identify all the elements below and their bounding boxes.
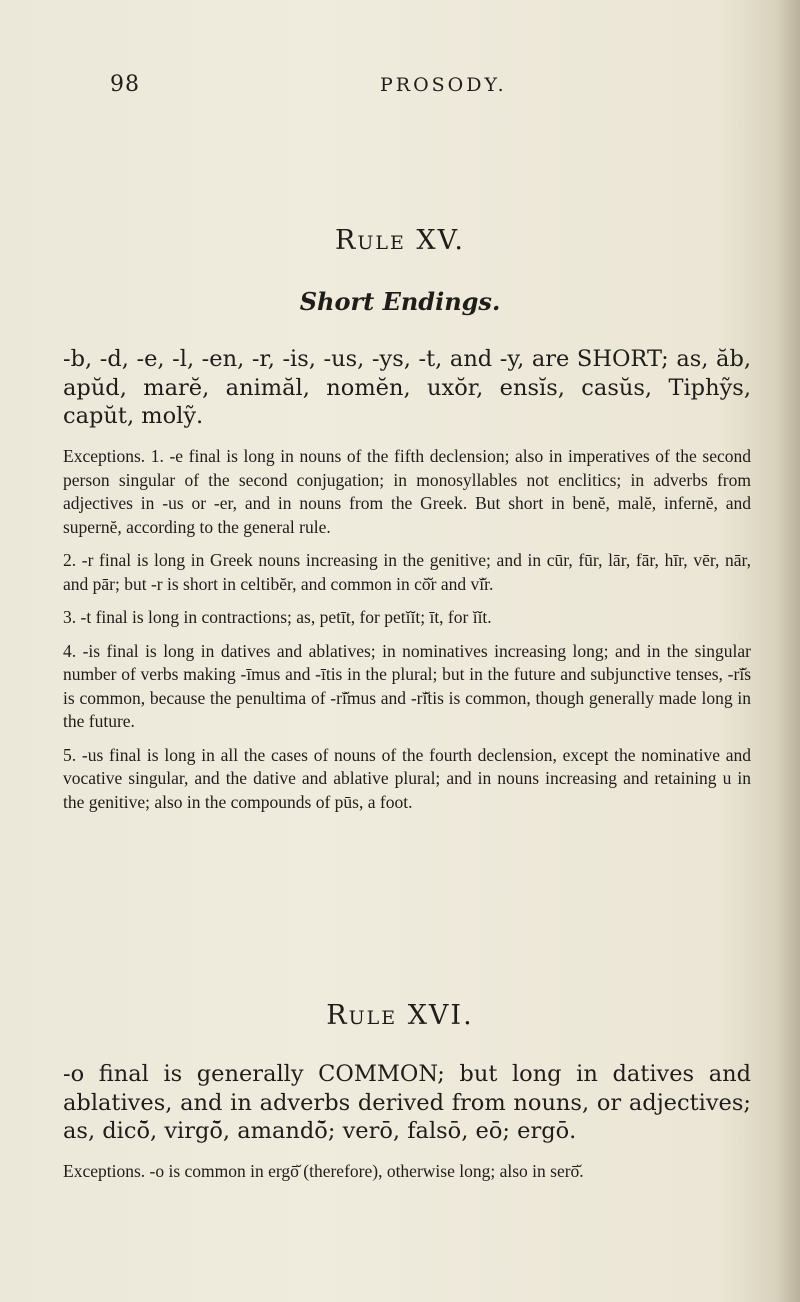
exception-5: 5. -us final is long in all the cases of nouns of the fourth declension, except the nominative and vocative singular, and the dative and ablative plural; and in nouns increasing and retaining u in the genitive; also in the compounds of pūs, a foot. — [63, 744, 751, 812]
exception-1: Exceptions. 1. -e final is long in nouns of the fifth declension; also in imperatives of the second person singular of the second conjugation; in monosyllables not enclitics; in adverbs from adjectives in -us or -er, and in nouns from the Greek. But short in benĕ, malĕ, infernĕ, and supernĕ, according to the general rule. — [63, 446, 751, 537]
running-head: PROSODY. — [380, 74, 507, 96]
rule-16-intro: -o final is generally COMMON; but long in datives and ablatives, and in adverbs derived from nouns, or adjectives; as, dicō̆, virgō̆, amandō̆; verō, falsō, eō; ergō. — [63, 1061, 751, 1144]
rule-16-title: Rule XVI. — [326, 1000, 474, 1031]
rule-15-exceptions — [63, 445, 751, 814]
exception-4: 4. -is final is long in datives and ablatives; in nominatives increasing long; and in the singular number of verbs making -īmus and -ītis in the plural; but in the future and subjunctive tenses, -rĭ̆s is common, because the penultima of -rĭ̆mus and -rĭ̆tis is common, though generally made long in the future. — [63, 640, 751, 731]
exception-2: 2. -r final is long in Greek nouns increasing in the genitive; and in cūr, fūr, lār, fār, hīr, vēr, nār, and pār; but -r is short in celtibĕr, and common in cŏ̆r and vĭ̆r. — [63, 550, 751, 594]
page-header — [110, 72, 730, 102]
rule-15-title: Rule XV. — [335, 225, 465, 256]
rule-15-intro: -b, -d, -e, -l, -en, -r, -is, -us, -ys, -t, and -y, are SHORT; as, ăb, apŭd, marĕ, animăl, nomĕn, uxŏr, ensĭs, casŭs, Tiphỹs, capŭt, molỹ. — [63, 346, 751, 429]
page-number: 98 — [110, 72, 140, 97]
rule-16-exceptions — [63, 1160, 751, 1184]
exception-3: 3. -t final is long in contractions; as, petīt, for petĭĭt; īt, for ĭĭt. — [63, 607, 492, 627]
rule-16-exception: Exceptions. -o is common in ergō̆ (therefore), otherwise long; also in serō̆. — [63, 1161, 584, 1181]
rule-16-statement — [63, 1060, 751, 1146]
rule-15-subtitle: Short Endings. — [299, 287, 501, 316]
rule-15-statement — [63, 345, 751, 431]
